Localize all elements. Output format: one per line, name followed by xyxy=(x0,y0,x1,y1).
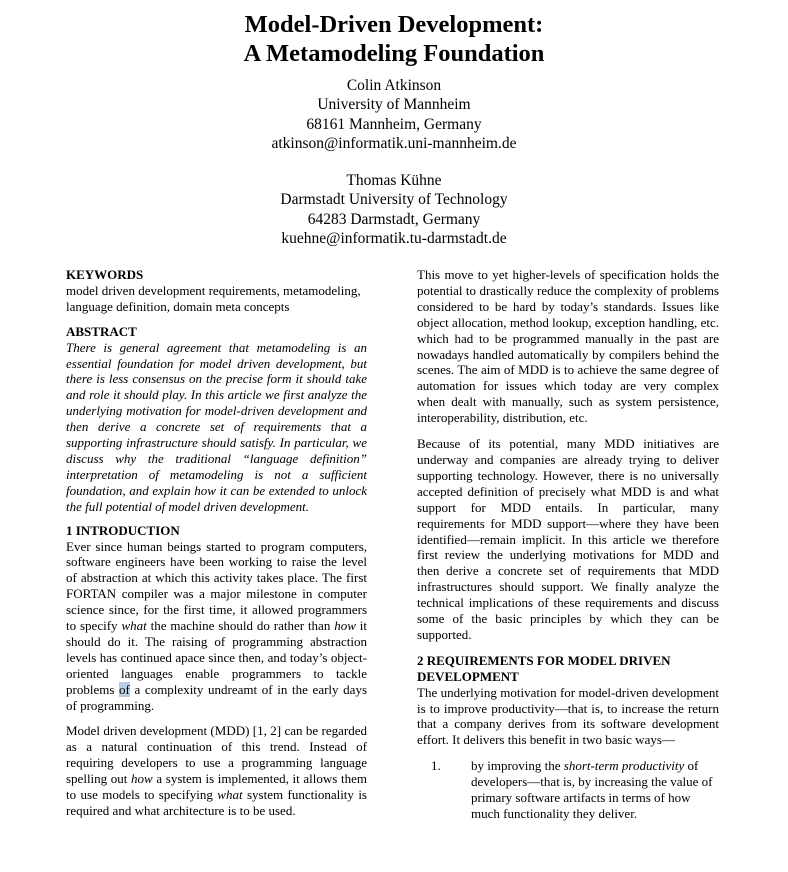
emphasis-short-term-productivity: short-term productivity xyxy=(563,758,685,774)
benefit-list xyxy=(417,758,719,822)
list-item-text xyxy=(471,758,719,822)
title-line-2: A Metamodeling Foundation xyxy=(243,40,545,67)
text-run: a complexity undreamt of in the early days of programming. xyxy=(66,681,367,713)
intro-paragraph-2 xyxy=(66,723,367,818)
author-address: 68161 Mannheim, Germany xyxy=(306,115,482,133)
text-run: Ever since human beings started to program computers, software engineers have been working to raise the level of abstraction at which this activity takes place. The first FORTAN compiler was a major milestone in computer science since, for the first time, it allowed programmers to specify xyxy=(66,538,367,634)
left-column xyxy=(66,267,367,819)
section-1-heading: 1 INTRODUCTION xyxy=(66,522,180,538)
keywords-text: model driven development requirements, metamodeling, language definition, domain meta concepts xyxy=(66,282,361,314)
right-paragraph-2: Because of its potential, many MDD initiatives are underway and companies are already trying to deliver supporting technology. However, there is no universally accepted definition of precisely what MDD is and what support for MDD entails. In particular, many requirements for MDD support—where they have been identified—remain implicit. In this article we therefore first review the underlying motivations for MDD and then derive a concrete set of requirements that MDD infrastructures should support. We finally analyze the technical implications of these requirements and discuss some of the basic principles by which they can be supported. xyxy=(417,436,719,642)
paper-header xyxy=(0,0,788,248)
author-affiliation: University of Mannheim xyxy=(317,96,471,114)
abstract-text: There is general agreement that metamodeling is an essential foundation for model driven development, but there is less consensus on the precise form it should take and role it should play. In this article we first analyze the underlying motivation for model-driven development and then derive a concrete set of requirements that a supporting infrastructure should satisfy. In particular, we discuss why the traditional “language definition” interpretation of metamodeling is not a sufficient foundation, and explain how it can be extended to unlock the full potential of model driven development. xyxy=(66,339,367,514)
emphasis-what: what xyxy=(217,787,243,803)
text-run: by improving the xyxy=(471,758,564,774)
emphasis-how: how xyxy=(334,618,356,634)
emphasis-how: how xyxy=(131,771,153,787)
text-run: system functionality is required and what architecture is to be used. xyxy=(66,787,367,818)
text-selection-highlight[interactable]: of xyxy=(119,681,130,697)
right-paragraph-3: The underlying motivation for model-driven development is to improve productivity—that is, to increase the return that a company derives from its software development effort. It delivers this benefit in two basic ways— xyxy=(417,684,719,748)
author-email[interactable]: atkinson@informatik.uni-mannheim.de xyxy=(271,134,517,152)
author-name: Thomas Kühne xyxy=(346,172,442,190)
author-block-2 xyxy=(0,171,788,248)
intro-paragraph-1 xyxy=(66,539,367,714)
title-line-1: Model-Driven Development: xyxy=(244,11,544,38)
emphasis-what: what xyxy=(121,618,147,634)
list-item xyxy=(417,758,719,822)
author-block-1 xyxy=(0,76,788,153)
right-column xyxy=(417,267,719,822)
author-affiliation: Darmstadt University of Technology xyxy=(280,191,508,209)
author-email[interactable]: kuehne@informatik.tu-darmstadt.de xyxy=(281,230,507,248)
right-paragraph-1: This move to yet higher-levels of specification holds the potential to drastically reduce the complexity of problems considered to be hard by today’s standards. Issues like object allocation, method lookup, exception handling, etc. which had to be programmed manually in the past are nowadays handled automatically by compilers behind the scenes. The aim of MDD is to achieve the same degree of automation for issues which today are very complex when dealt with manually, such as system persistence, interoperability, distribution, etc. xyxy=(417,267,719,426)
text-run: of developers—that is, by increasing the value of primary software artifacts in terms of how much functionality they deliver. xyxy=(471,758,713,821)
text-run: a system is implemented, it allows them to use models to specifying xyxy=(66,771,367,803)
section-2-heading: 2 REQUIREMENTS FOR MODEL DRIVEN DEVELOPMENT xyxy=(417,652,671,684)
text-run: it should do it. The raising of programming abstraction levels has continued apace since then, and today’s object-oriented languages enable programmers to tackle problems xyxy=(66,618,368,697)
paper-title xyxy=(0,10,788,68)
keywords-heading: KEYWORDS xyxy=(66,267,144,282)
list-item-number: 1. xyxy=(431,758,441,774)
author-name: Colin Atkinson xyxy=(346,77,442,94)
text-run: Model driven development (MDD) [1, 2] can be regarded as a natural continuation of this trend. Instead of requiring developers to use a programming language spelling out xyxy=(66,723,367,787)
abstract-heading: ABSTRACT xyxy=(66,323,137,339)
author-address: 64283 Darmstadt, Germany xyxy=(307,210,481,228)
text-run: the machine should do rather than xyxy=(146,618,335,634)
